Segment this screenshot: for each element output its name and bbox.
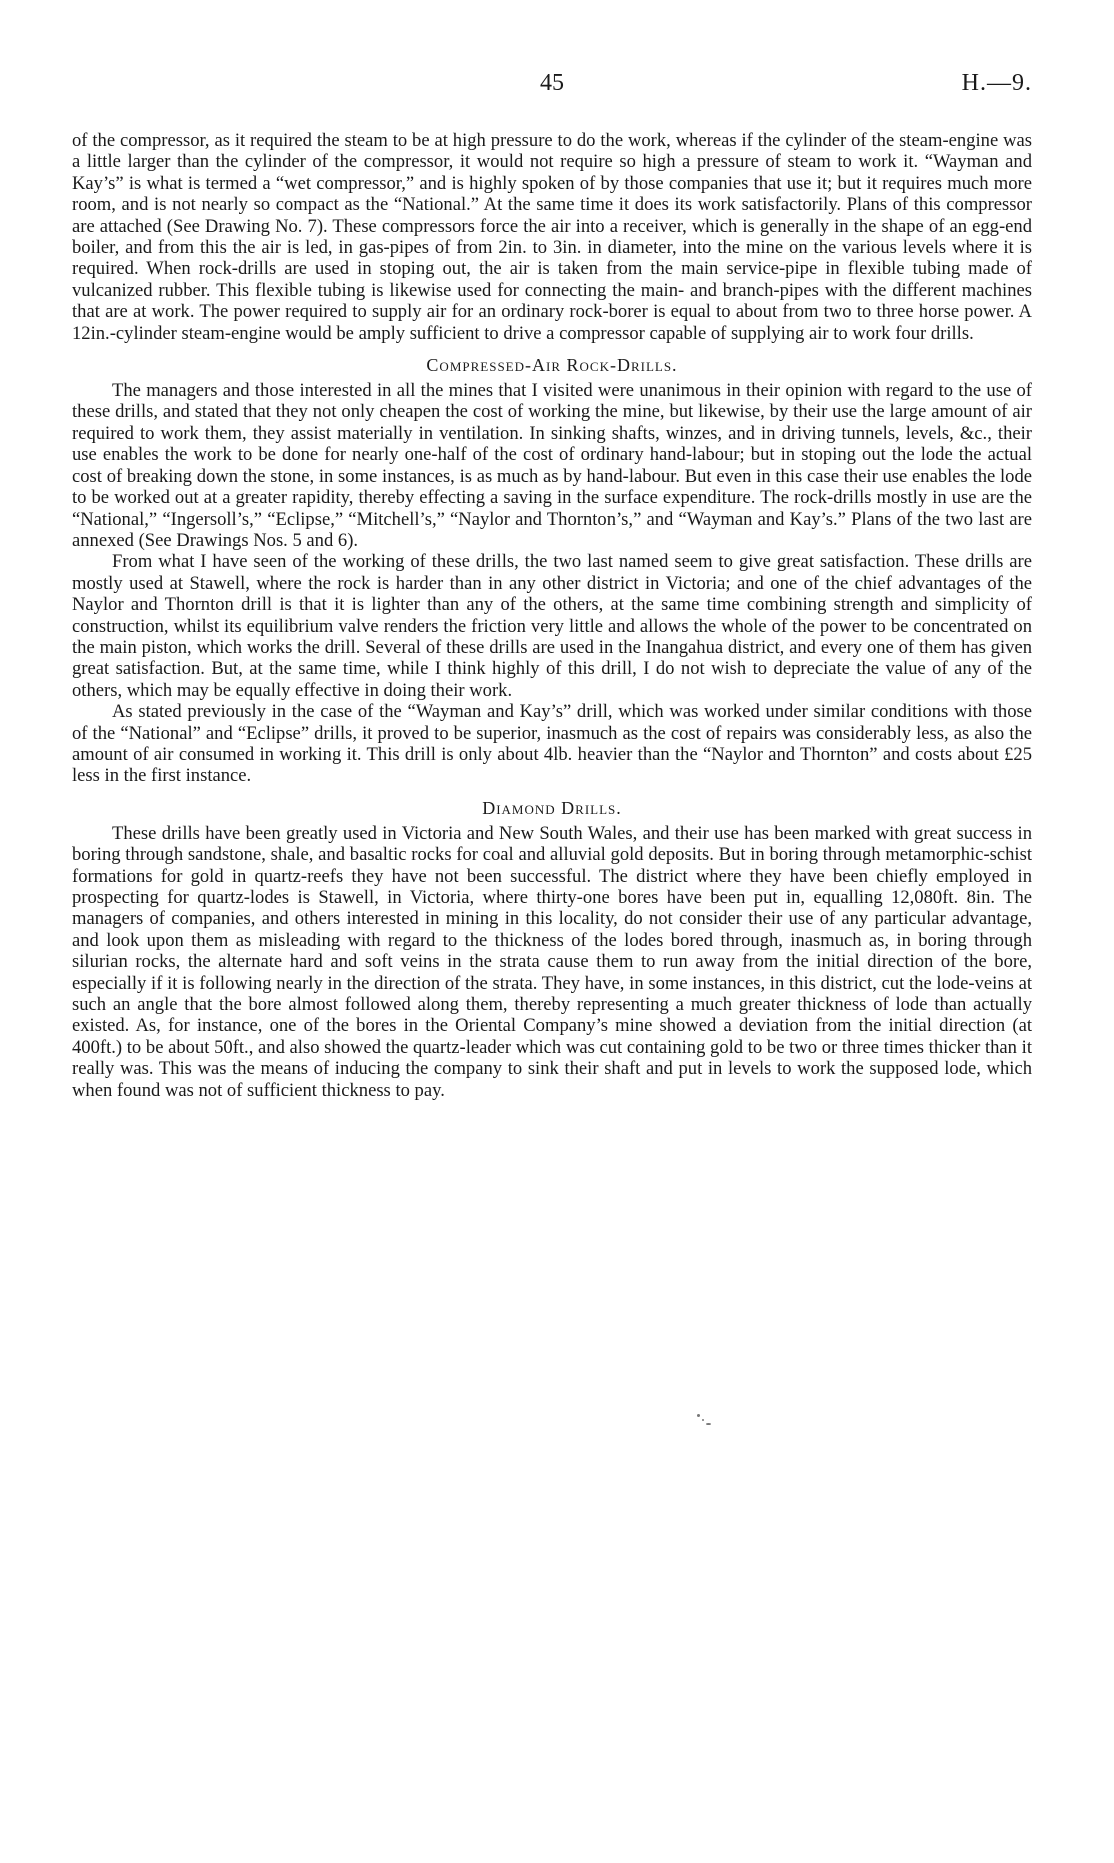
heading-diamond-drills: Diamond Drills. (482, 797, 622, 818)
paragraph: These drills have been greatly used in Victoria and New South Wales, and their use has been marked with great success in boring through sandstone, shale, and basaltic rocks for coal and alluvial gold deposits. But in boring through metamorphic-schist formations for gold in quartz-reefs they have not been successful. The district where they have been chiefly employed in prospecting for quartz-lodes is Stawell, in Victoria, where thirty-one bores have been put in, equalling 12,080ft. 8in. The managers of companies, and others interested in mining in this locality, do not consider their use of any particular advantage, and look upon them as misleading with regard to the thickness of the lodes bored through, inasmuch as, in boring through silurian rocks, the alternate hard and soft veins in the strata cause them to run away from the initial direction of the bore, especially if it is following nearly in the direction of the strata. They have, in some instances, in this district, cut the lode-veins at such an angle that the bore almost followed along them, thereby representing a much greater thickness of lode than actually existed. As, for instance, one of the bores in the Oriental Company’s mine showed a deviation from the initial direction (at 400ft.) to be about 50ft., and also showed the quartz-leader which was cut containing gold to be two or three times thicker than it really was. This was the means of inducing the company to sink their shaft and put in levels to work the supposed lode, which when found was not of sufficient thickness to pay. (72, 822, 1032, 1101)
page-header (72, 70, 1032, 100)
page-number: 45 (540, 70, 564, 96)
document-reference: H.—9. (961, 70, 1032, 96)
body-text (72, 130, 1032, 1101)
heading-compressed-air-rock-drills: Compressed-Air Rock-Drills. (426, 355, 678, 376)
paragraph: As stated previously in the case of the “Wayman and Kay’s” drill, which was worked under similar conditions with those of the “National” and “Eclipse” drills, it proved to be superior, inasmuch as the cost of repairs was considerably less, as also the amount of air consumed in working it. This drill is only about 4lb. heavier than the “Naylor and Thornton” and costs about £25 less in the first instance. (72, 701, 1032, 787)
intro-paragraph: of the compressor, as it required the steam to be at high pressure to do the work, whereas if the cylinder of the steam-engine was a little larger than the cylinder of the compressor, it would not require so high a pressure of steam to work it. “Wayman and Kay’s” is what is termed a “wet compressor,” and is highly spoken of by those companies that use it; but it requires much more room, and is not nearly so compact as the “National.” At the same time it does its work satisfactorily. Plans of this compressor are attached (See Drawing No. 7). These compressors force the air into a receiver, which is generally in the shape of an egg-end boiler, and from this the air is led, in gas-pipes of from 2in. to 3in. in diameter, into the mine on the various levels where it is required. When rock-drills are used in stoping out, the air is taken from the main service-pipe in flexible tubing made of vulcanized rubber. This flexible tubing is likewise used for connecting the main- and branch-pipes with the different machines that are at work. The power required to supply air for an ordinary rock-borer is equal to about from two to three horse power. A 12in.-cylinder steam-engine would be amply sufficient to drive a compressor capable of supplying air to work four drills. (72, 130, 1032, 344)
paragraph: The managers and those interested in all the mines that I visited were unanimous in their opinion with regard to the use of these drills, and stated that they not only cheapen the cost of working the mine, but likewise, by their use the large amount of air required to work them, they assist materially in ventilation. In sinking shafts, winzes, and in driving tunnels, levels, &c., their use enables the work to be done for nearly one-half of the cost of ordinary hand-labour; but in stoping out the lode the actual cost of breaking down the stone, in some instances, is as much as by hand-labour. But even in this case their use enables the lode to be worked out at a greater rapidity, thereby effecting a saving in the surface expenditure. The rock-drills mostly in use are the “National,” “Ingersoll’s,” “Eclipse,” “Mitchell’s,” “Naylor and Thornton’s,” and “Wayman and Kay’s.” Plans of the two last are annexed (See Drawings Nos. 5 and 6). (72, 380, 1032, 551)
ink-smudge (695, 1414, 713, 1428)
paragraph: From what I have seen of the working of these drills, the two last named seem to give great satisfaction. These drills are mostly used at Stawell, where the rock is harder than in any other district in Victoria; and one of the chief advantages of the Naylor and Thornton drill is that it is lighter than any of the others, at the same time combining strength and simplicity of construction, whilst its equilibrium valve renders the friction very little and allows the whole of the power to be concentrated on the main piston, which works the drill. Several of these drills are used in the Inangahua district, and every one of them has given great satisfaction. But, at the same time, while I think highly of this drill, I do not wish to depreciate the value of any of the others, which may be equally effective in doing their work. (72, 551, 1032, 701)
